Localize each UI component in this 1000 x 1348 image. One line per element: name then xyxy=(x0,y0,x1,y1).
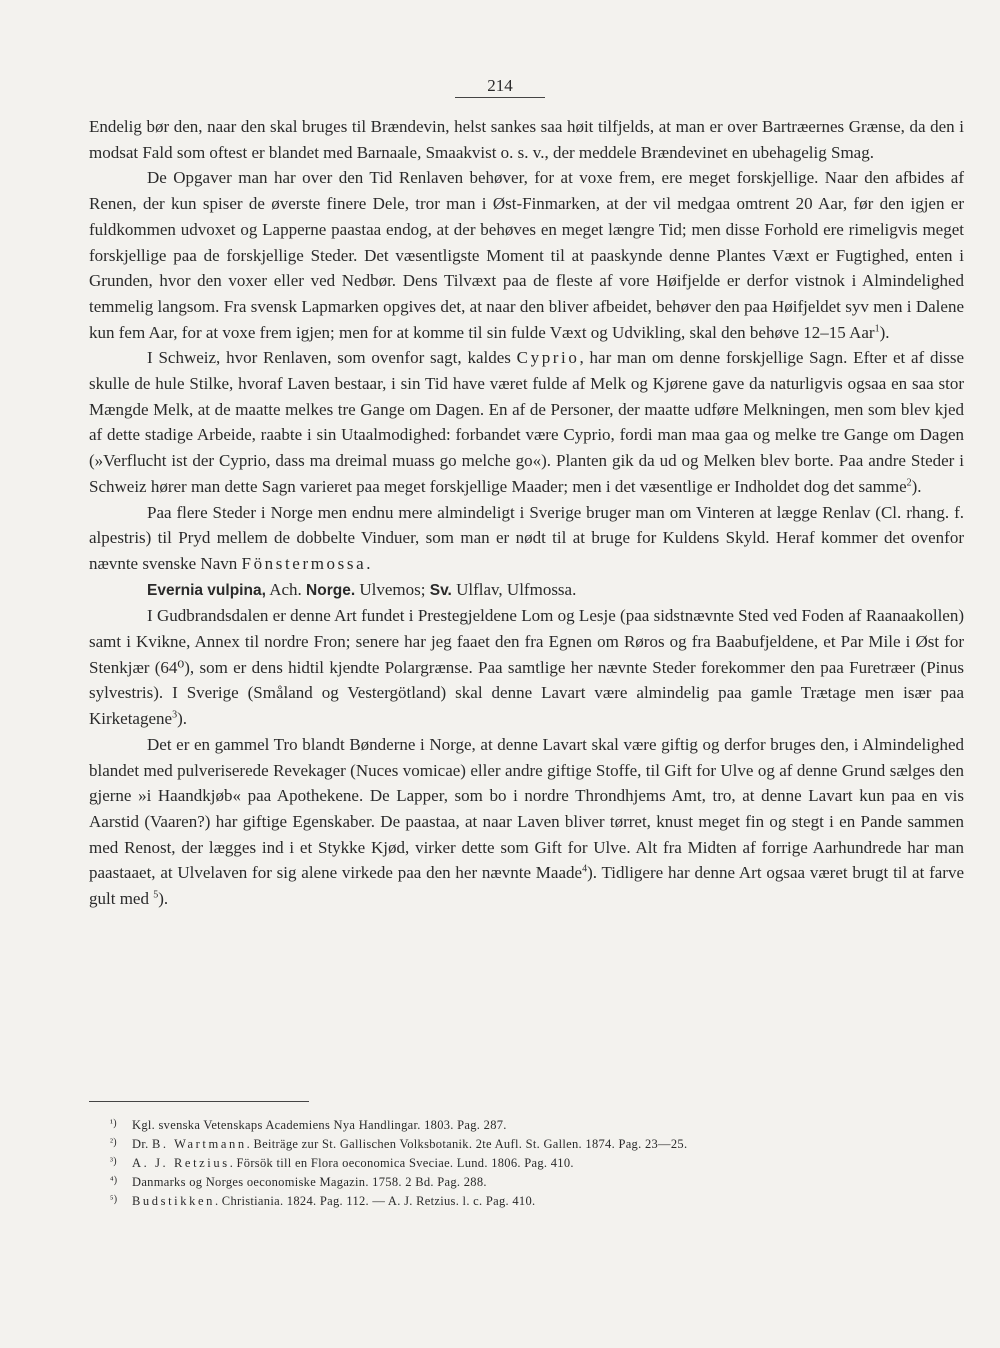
paragraph-growth xyxy=(89,165,964,345)
footnote-author: Budstikken xyxy=(132,1194,215,1208)
paragraph-text: Det er en gammel Tro blandt Bønderne i Norge, at denne Lavart skal være giftig og derfor bruges den, i Almindelighed blandet med pulveriserede Revekager (Nuces vomicae) eller andre giftige Stoffe, til Gift for Ulve og af denne Grund sælges den gjerne »i Haandkjøb« paa Apothekene. De Lapper, som bo i nordre Throndhjems Amt, tro, at denne Lavart kun paa en vis Aarstid (Vaaren?) har giftige Egenskaber. De paastaa, at naar Laven bliver tørret, knust meget fin og stegt i en Pande sammen med Renost, der lægges ind i et Stykke Kjød, virker dette som Gift for Ulve. Alt fra Midten af forrige Aarhundrede har man paastaaet, at Ulvelaven for sig alene virkede paa den her nævnte Maade xyxy=(89,734,964,883)
footnotes xyxy=(110,1115,930,1210)
footnote-author: A. J. Retzius xyxy=(132,1156,230,1170)
footnote-mark: ¹) xyxy=(110,1118,117,1129)
norge-label: Norge. xyxy=(306,581,356,599)
footnote-mark: ⁵) xyxy=(110,1194,118,1205)
footnote-ref: 1 xyxy=(874,322,880,334)
paragraph-gudbrandsdalen xyxy=(89,603,964,732)
paragraph-text: Endelig bør den, naar den skal bruges til Brændevin, helst sankes saa høit tilfjelds, at man er over Bartræernes Grænse, da den i modsat Fald som oftest er blandet med Barnaale, Smaakvist o. s. v., der meddele Brændevinet en ubehagelig Smag. xyxy=(89,117,964,162)
footnote-ref-close: ). xyxy=(158,889,169,909)
footnote-3 xyxy=(110,1153,930,1172)
body-text xyxy=(89,114,964,912)
footnote-text: . Christiania. 1824. Pag. 112. — A. J. Retzius. l. c. Pag. 410. xyxy=(214,1194,536,1208)
paragraph-text: I Schweiz, hvor Renlaven, som ovenfor sagt, kaldes xyxy=(147,348,517,368)
footnote-text: Danmarks og Norges oeconomiske Magazin. 1758. 2 Bd. Pag. 288. xyxy=(132,1175,487,1189)
footnote-text: Kgl. svenska Vetenskaps Academiens Nya Handlingar. 1803. Pag. 287. xyxy=(132,1118,507,1132)
footnote-ref: 3 xyxy=(172,709,178,721)
footnote-text: . Beiträge zur St. Gallischen Volksbotanik. 2te Aufl. St. Gallen. 1874. Pag. 23—25. xyxy=(246,1137,688,1151)
paragraph-text: I Gudbrandsdalen er denne Art fundet i Prestegjeldene Lom og Lesje (paa sidstnævnte Sted ved Foden af Raanaakollen) samt i Kvikne, Annex til nordre Fron; senere har jeg faaet den fra Egnen om Røros og fra Baabufjeldene, et Par Mile i Øst for Stenkjær (64⁰), som er dens hidtil kjendte Polargrænse. Paa samtlige her nævnte Steder forekommer den paa Furetræer (Pinus sylvestris). I Sverige (Småland og Vestergötland) skal denne Lavart være almindelig paa gamle Trætage men især paa Kirketagene xyxy=(89,606,964,729)
species-heading xyxy=(89,577,964,604)
footnote-author: B. Wartmann xyxy=(151,1137,247,1151)
sverige-names: Ulflav, Ulfmossa. xyxy=(451,579,577,599)
footnote-ref: 5 xyxy=(153,889,159,901)
paragraph-text: , har man om denne forskjellige Sagn. Efter et af disse skulle de hule Stilke, hvoraf Laven bestaar, i sin Tid have været fulde af Melk og Kjørene gave da naturligvis ogsaa en saa stor Mængde Melk, at de maatte melkes tre Gange om Dagen. En af de Personer, der maatte udføre Melkningen, men som blev kjed af dette stadige Arbeide, raabte i sin Utaalmodighed: forbandet være Cyprio, fordi man maa gaa og melke tre Gange om Dagen (»Verflucht ist der Cyprio, dass ma dreimal muass go melche go«). Planten gik da ud og Melken blev borte. Paa andre Steder i Schweiz hører man dette Sagn varieret paa meget forskjellige Maader; men i det væsentlige er Indholdet dog det samme xyxy=(89,348,964,496)
norge-names: Ulvemos; xyxy=(355,579,430,599)
footnote-ref: 2 xyxy=(906,477,912,489)
footnote-2 xyxy=(110,1134,930,1153)
page-number: 214 xyxy=(487,76,513,95)
footnote-1 xyxy=(110,1115,930,1134)
paragraph-text: Paa flere Steder i Norge men endnu mere almindeligt i Sverige bruger man om Vinteren at lægge Renlav (Cl. rhang. f. alpestris) til Pryd mellem de dobbelte Vinduer, som man er nødt til at bruge for Kuldens Skyld. Heraf kommer det ovenfor nævnte svenske Navn xyxy=(89,502,964,573)
paragraph-schweiz xyxy=(89,345,964,499)
species-name: Evernia vulpina, xyxy=(147,581,266,599)
paragraph-text: De Opgaver man har over den Tid Renlaven behøver, for at voxe frem, ere meget forskjellige. Naar den afbides af Renen, der kun spiser de øverste finere Dele, tror man i Øst-Finmarken, at der vil medgaa omtrent 20 Aar, før den igjen er fuldkommen udvoxet og Lapperne paastaa endog, at der behøves en meget længre Tid; men disse Forhold ere rimeligvis meget forskjellige paa de forskjellige Steder. Det væsentligste Moment til at paaskynde denne Plantes Væxt er Fugtighed, enten i Grunden, hvor den voxer eller ved Nedbør. Dens Tilvæxt paa de fleste af vore Høifjelde er derfor vistnok i Almindelighed temmelig langsom. Fra svensk Lapmarken opgives det, at naar den bliver afbeidet, behøver den paa Høifjeldet syv men i Dalene kun fem Aar, for at voxe frem igjen; men for at komme til sin fulde Væxt og Udvikling, skal den behøve 12–15 Aar xyxy=(89,168,964,342)
footnote-mark: ³) xyxy=(110,1156,117,1167)
footnote-mark: ⁴) xyxy=(110,1175,118,1186)
spaced-term: Cyprio xyxy=(516,348,580,368)
footnote-text: . Försök till en Flora oeconomica Sveciae. Lund. 1806. Pag. 410. xyxy=(229,1156,574,1170)
footnote-4 xyxy=(110,1172,930,1191)
page-number-rule xyxy=(455,97,545,98)
footnote-5 xyxy=(110,1191,930,1210)
footnote-ref-close: ). xyxy=(177,709,187,729)
paragraph-brandevin xyxy=(89,114,964,165)
footnote-prefix: Dr. xyxy=(132,1137,152,1151)
footnote-ref: 4 xyxy=(582,863,588,875)
footnote-ref-close: ). xyxy=(911,476,922,496)
paragraph-text: ). Tidligere har denne Art ogsaa været brugt til at farve gult med xyxy=(89,863,964,909)
species-author: Ach. xyxy=(265,579,307,599)
footnote-ref-close: ). xyxy=(879,322,890,342)
footnote-rule xyxy=(89,1101,309,1102)
paragraph-vinduer xyxy=(89,500,964,577)
paragraph-gift xyxy=(89,732,964,912)
footnote-mark: ²) xyxy=(110,1137,117,1148)
sverige-label: Sv. xyxy=(429,581,452,599)
spaced-term: Fönstermossa xyxy=(241,553,367,573)
paragraph-text: . xyxy=(366,553,371,573)
